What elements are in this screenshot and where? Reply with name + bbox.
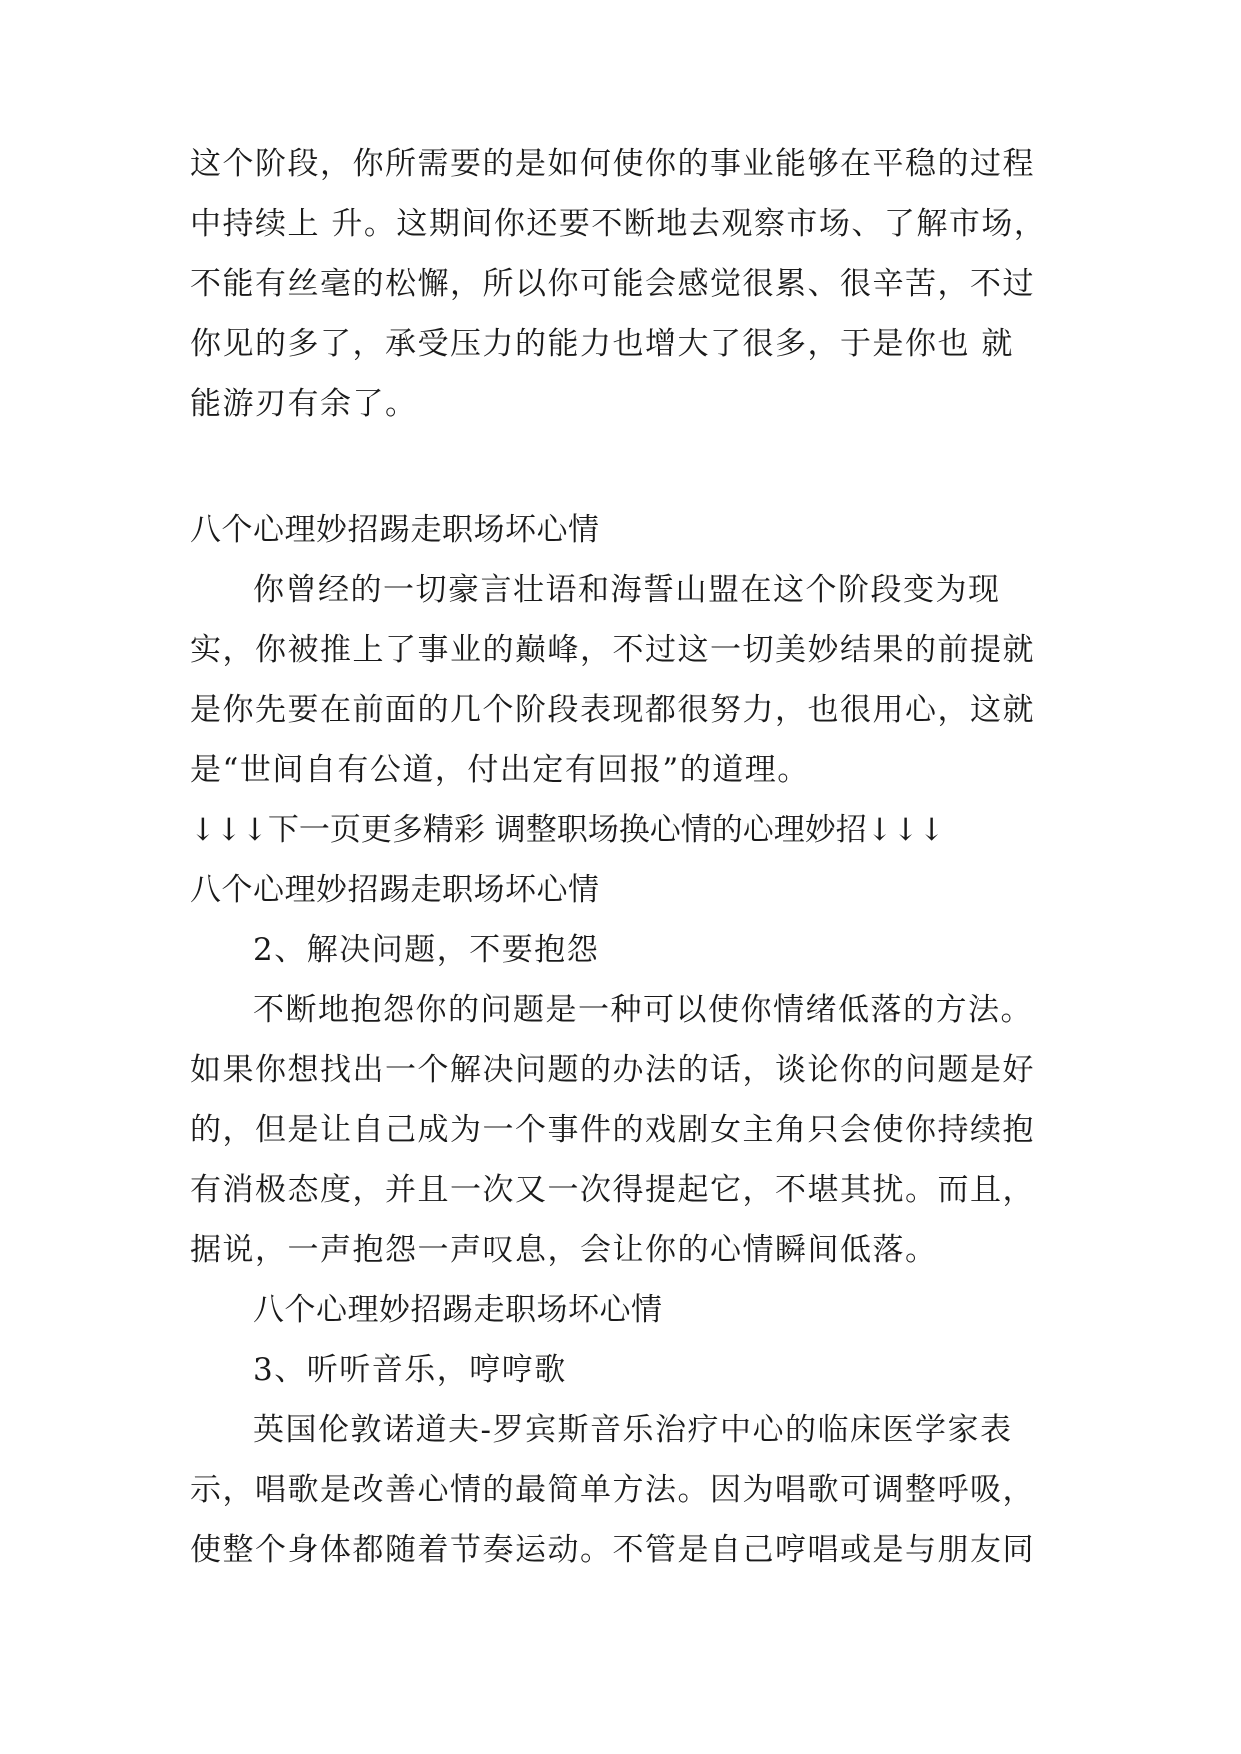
paragraph-line: 实，你被推上了事业的巅峰，不过这一切美妙结果的前提就 (190, 632, 1035, 668)
tip-2-title: 2、解决问题，不要抱怨 (253, 932, 600, 968)
paragraph-line: 不断地抱怨你的问题是一种可以使你情绪低落的方法。 (253, 992, 1033, 1028)
paragraph-line: 是你先要在前面的几个阶段表现都很努力，也很用心，这就 (190, 692, 1035, 728)
paragraph-line: 据说，一声抱怨一声叹息，会让你的心情瞬间低落。 (190, 1232, 938, 1268)
intro-line: 你见的多了，承受压力的能力也增大了很多，于是你也 就 (190, 326, 1014, 362)
paragraph-line: 有消极态度，并且一次又一次得提起它，不堪其扰。而且， (190, 1172, 1035, 1208)
intro-line: 能游刃有余了。 (190, 386, 418, 422)
tip-3-title: 3、听听音乐，哼哼歌 (253, 1352, 567, 1388)
paragraph-line: 的，但是让自己成为一个事件的戏剧女主角只会使你持续抱 (190, 1112, 1035, 1148)
intro-paragraph (190, 134, 1070, 434)
section-body (190, 500, 1070, 1580)
section-heading-repeat: 八个心理妙招踢走职场坏心情 (190, 872, 600, 908)
paragraph-line: 示，唱歌是改善心情的最简单方法。因为唱歌可调整呼吸， (190, 1472, 1035, 1508)
paragraph-line: 使整个身体都随着节奏运动。不管是自己哼唱或是与朋友同 (190, 1532, 1035, 1568)
section-heading-indented: 八个心理妙招踢走职场坏心情 (253, 1292, 663, 1328)
intro-line: 中持续上 升。这期间你还要不断地去观察市场、了解市场， (190, 206, 1047, 242)
intro-line: 不能有丝毫的松懈，所以你可能会感觉很累、很辛苦，不过 (190, 266, 1035, 302)
paragraph-line: 如果你想找出一个解决问题的办法的话，谈论你的问题是好 (190, 1052, 1035, 1088)
intro-line: 这个阶段，你所需要的是如何使你的事业能够在平稳的过程 (190, 146, 1035, 182)
paragraph-line: 英国伦敦诺道夫-罗宾斯音乐治疗中心的临床医学家表 (253, 1412, 1013, 1448)
paragraph-line: 你曾经的一切豪言壮语和海誓山盟在这个阶段变为现 (253, 572, 1001, 608)
section-heading: 八个心理妙招踢走职场坏心情 (190, 512, 600, 548)
paragraph-line: 是“世间自有公道，付出定有回报”的道理。 (190, 752, 810, 788)
next-page-notice: ↓↓↓下一页更多精彩 调整职场换心情的心理妙招↓↓↓ (190, 812, 945, 848)
